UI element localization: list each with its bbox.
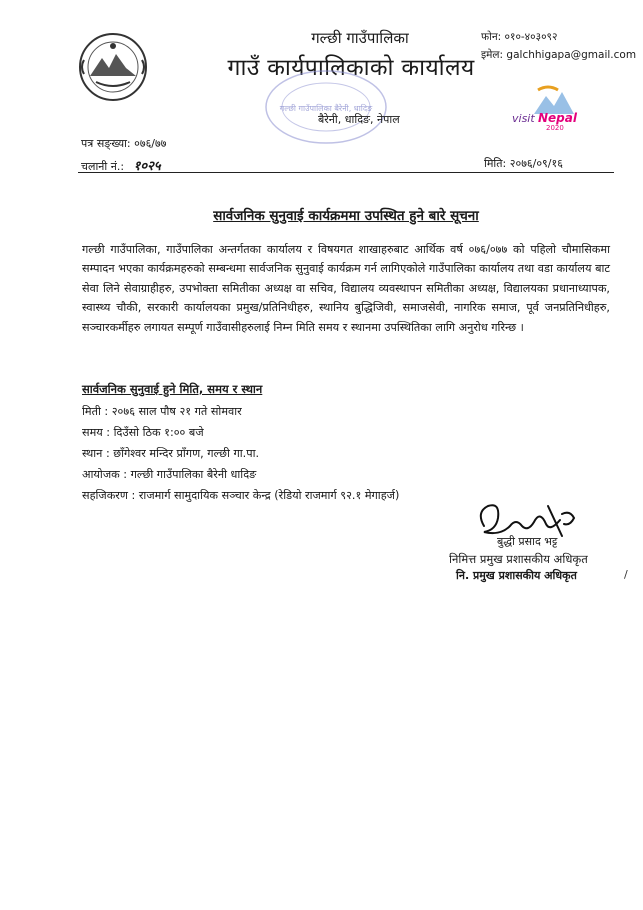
- letter-date: मिति: २०७६/०९/१६: [484, 157, 563, 170]
- svg-text:Nepal: Nepal: [538, 111, 577, 125]
- tick-mark: /: [624, 568, 628, 581]
- schedule-venue: स्थान : छाँगेश्वर मन्दिर प्राँगण, गल्छी गा.पा.: [82, 447, 260, 460]
- schedule-organizer: आयोजक : गल्छी गाउँपालिका बैरेनी धादिङ: [82, 468, 257, 481]
- notice-title-text: सार्वजनिक सुनुवाई कार्यक्रममा उपस्थित हुने बारे सूचना: [213, 208, 479, 224]
- dispatch-label: चलानी नं.:: [81, 160, 125, 173]
- email-address: इमेल: galchhigapa@gmail.com: [481, 49, 637, 61]
- office-address: बैरेनी, धादिङ, नेपाल: [318, 113, 400, 126]
- org-name: गल्छी गाउँपालिका: [311, 29, 409, 47]
- office-stamp-text: गल्छी गाउँपालिका बैरेनी, धादिङ: [279, 104, 373, 113]
- svg-text:2020: 2020: [546, 124, 564, 130]
- header-divider: [78, 172, 614, 173]
- signatory-name: बुद्धी प्रसाद भट्ट: [497, 535, 558, 548]
- visit-nepal-logo-icon: [508, 84, 588, 130]
- schedule-time: समय : दिउँसो ठिक १:०० बजे: [82, 426, 204, 439]
- phone-number: फोन: ०१०-४०३०९२: [481, 31, 558, 43]
- schedule-date: मिती : २०७६ साल पौष २१ गते सोमवार: [82, 405, 242, 418]
- dispatch-number: १०२५: [133, 159, 161, 174]
- notice-body: गल्छी गाउँपालिका, गाउँपालिका अन्तर्गतका कार्यालय र विषयगत शाखाहरुबाट आर्थिक वर्ष ०७६/०७७ को पहिलो चौमासिकमा सम्पादन भएका कार्यक्रमहरुको सम्बन्धमा सार्वजनिक सुनुवाई कार्यक्रम गर्न लागिएकोले गाउँपालिका कार्यालय तथा वडा कार्यालय बाट सेवा लिने सेवाग्राहीहरु, उपभोक्ता समितीका अध्यक्ष वा सचिव, विद्यालय व्यवस्थापन समितीका अध्यक्ष, विद्यालयका प्रधानाध्यापक, स्वास्थ्य चौकी, सरकारी कार्यालयका प्रमुख/प्रतिनिधीहरु, स्थानिय बुद्धिजिवी, समाजसेवी, नागरिक समाज, पूर्व जनप्रतिनिधीहरु, सञ्चारकर्मीहरु लगायत सम्पूर्ण गाउँवासीहरुलाई निम्न मिति समय र स्थानमा उपस्थितिका लागि अनुरोध गरिन्छ ।: [82, 243, 610, 334]
- notice-title: [78, 206, 614, 224]
- svg-text:visit: visit: [512, 112, 535, 125]
- schedule-facilitator: सहजिकरण : राजमार्ग सामुदायिक सञ्चार केन्द्र (रेडियो राजमार्ग ९२.१ मेगाहर्ज): [82, 489, 400, 502]
- signatory-title: निमित्त प्रमुख प्रशासकीय अधिकृत: [449, 552, 588, 566]
- contact-block: [481, 28, 636, 64]
- letter-number: पत्र सङ्ख्या: ०७६/७७: [81, 137, 167, 150]
- signatory-stamp: नि. प्रमुख प्रशासकीय अधिकृत: [456, 569, 577, 582]
- schedule-heading: सार्वजनिक सुनुवाई हुने मिति, समय र स्थान: [82, 382, 263, 396]
- office-name: गाउँ कार्यपालिकाको कार्यालय: [227, 55, 475, 81]
- nepal-government-emblem-icon: [76, 30, 150, 104]
- office-stamp: [262, 66, 390, 148]
